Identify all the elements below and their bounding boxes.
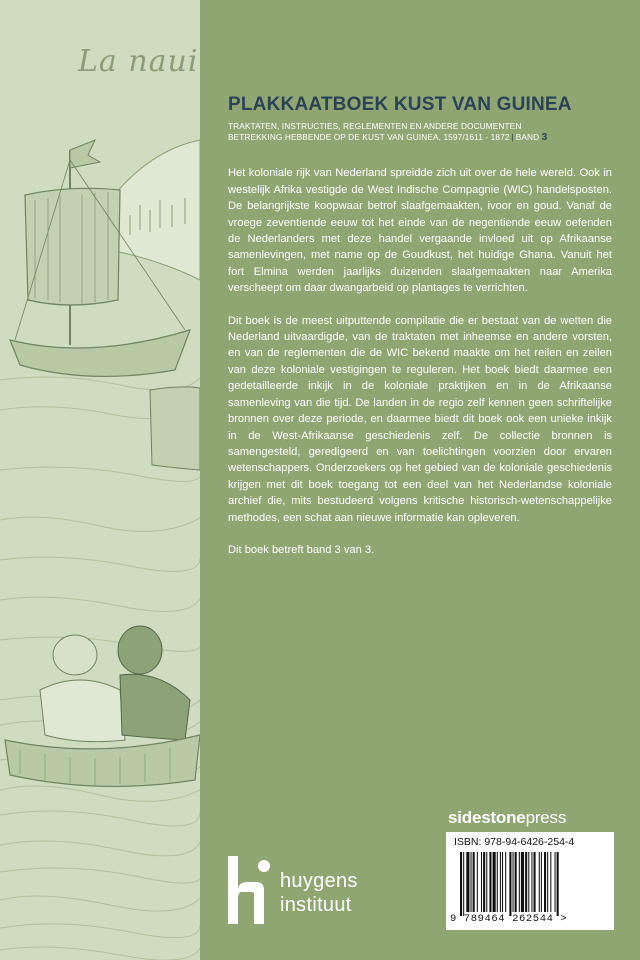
barcode-bar [481, 852, 482, 912]
publisher-name-bold: sidestone [448, 808, 526, 827]
band-indicator [516, 132, 548, 142]
barcode-bar [463, 852, 464, 916]
band-label: BAND [515, 132, 540, 143]
barcode-bar [466, 852, 469, 912]
barcode-bar [497, 852, 498, 912]
barcode-bar [547, 852, 548, 912]
barcode-digits: 9 789464 262544 > [450, 913, 568, 925]
barcode-bar [525, 852, 527, 912]
text-column [228, 94, 612, 558]
barcode-bar [471, 852, 472, 912]
huygens-instituut-logo [228, 856, 388, 928]
barcode-bar [557, 852, 559, 916]
barcode-bar [493, 852, 496, 912]
barcode-bar [519, 852, 520, 912]
barcode-bar [539, 852, 540, 912]
huygens-word-2: instituut [280, 894, 352, 916]
barcode-bar [473, 852, 475, 912]
blurb-paragraph-2: Dit boek is de meest uitputtende compilatie die er bestaat van de wetten die Nederland uitvaardigde, van de traktaten met inheemse en andere vorsten, en van de reglementen die de WIC bekend maakte om het reilen en zeilen van deze koloniale vestigingen te reguleren. Het boek biedt daarmee een gedetailleerde inkijk in de koloniale praktijken en in de Afrikaanse samenleving van die tijd. De landen in de regio zelf kennen geen schriftelijke bronnen over deze periode, en daarmee biedt dit boek ook een unieke inkijk in de West-Afrikaanse geschiedenis zelf. De collectie bronnen is samengesteld, geredigeerd en van toelichtingen voorzien door ervaren wetenschappers. Onderzoekers op het gebied van de koloniale geschiedenis krijgen met dit boek toegang tot een deel van het Nederlandse koloniale archief die, mits bestudeerd volgens kritische historisch-wetenschappelijke methodes, een schat aan nieuwe informatie kan opleveren. [228, 314, 612, 524]
barcode-bar [486, 852, 487, 912]
band-number: 3 [541, 132, 548, 144]
blurb-paragraph-3: Dit boek betreft band 3 van 3. [228, 543, 375, 556]
isbn-barcode [446, 832, 614, 930]
barcode-bar [555, 852, 556, 912]
barcode-bar [541, 852, 542, 912]
barcode-bar [528, 852, 529, 912]
barcode-bar [477, 852, 478, 912]
book-title: PLAKKAATBOEK KUST VAN GUINEA [228, 94, 572, 115]
barcode-bar [534, 852, 536, 912]
barcode-bar [500, 852, 501, 912]
ship-engraving-image [0, 0, 200, 960]
subtitle-line-1: TRAKTATEN, INSTRUCTIES, REGLEMENTEN EN ANDERE DOCUMENTEN [228, 121, 522, 131]
barcode-bar [502, 852, 503, 912]
barcode-bar [531, 852, 532, 912]
barcode-bar [460, 852, 462, 916]
subtitle-line-2 [228, 132, 612, 143]
barcode-bar [515, 852, 517, 912]
barcode-bar [483, 852, 485, 912]
barcode-bar [521, 852, 524, 912]
engraving-illustration-strip [0, 0, 200, 960]
publisher-name-regular: press [525, 808, 567, 827]
barcode-bar [489, 852, 491, 912]
huygens-word-1: huygens [280, 870, 358, 892]
publisher-logo [448, 808, 566, 828]
blurb-paragraph-1: Het koloniale rijk van Nederland spreidde zich uit over de hele wereld. Ook in westelijk Afrika vestigde de West Indische Compagnie (WIC) handelsposten. De belangrijkste koopwaar betrof slaafgemaakten, ivoor en goud. Vanaf de vroege zeventiende eeuw tot het einde van de negentiende eeuw oefenden de Nederlanders met deze handel vergaande invloed uit op Afrikaanse samenlevingen, met name op de Goudkust, het huidige Ghana. Vanuit het fort Elmina werden jaarlijks duizenden slaafgemaakten naar Amerika verscheept om daar dwangarbeid op plantages te verrichten. [228, 167, 612, 295]
isbn-text: ISBN: 978-94-6426-254-4 [454, 836, 575, 848]
barcode-bar [544, 852, 546, 912]
subtitle-separator: | [511, 132, 514, 143]
engraving-caption-script: La naui [78, 44, 199, 79]
barcode-bar [509, 852, 511, 916]
barcode-bar [513, 852, 514, 912]
subtitle-line-2-text: BETREKKING HEBBENDE OP DE KUST VAN GUINEA, 1597/1611 - 1872 [228, 132, 510, 143]
barcode-bar [505, 852, 506, 912]
book-subtitle [228, 121, 612, 143]
huygens-hi-icon [228, 856, 270, 924]
barcode-bar [550, 852, 551, 912]
